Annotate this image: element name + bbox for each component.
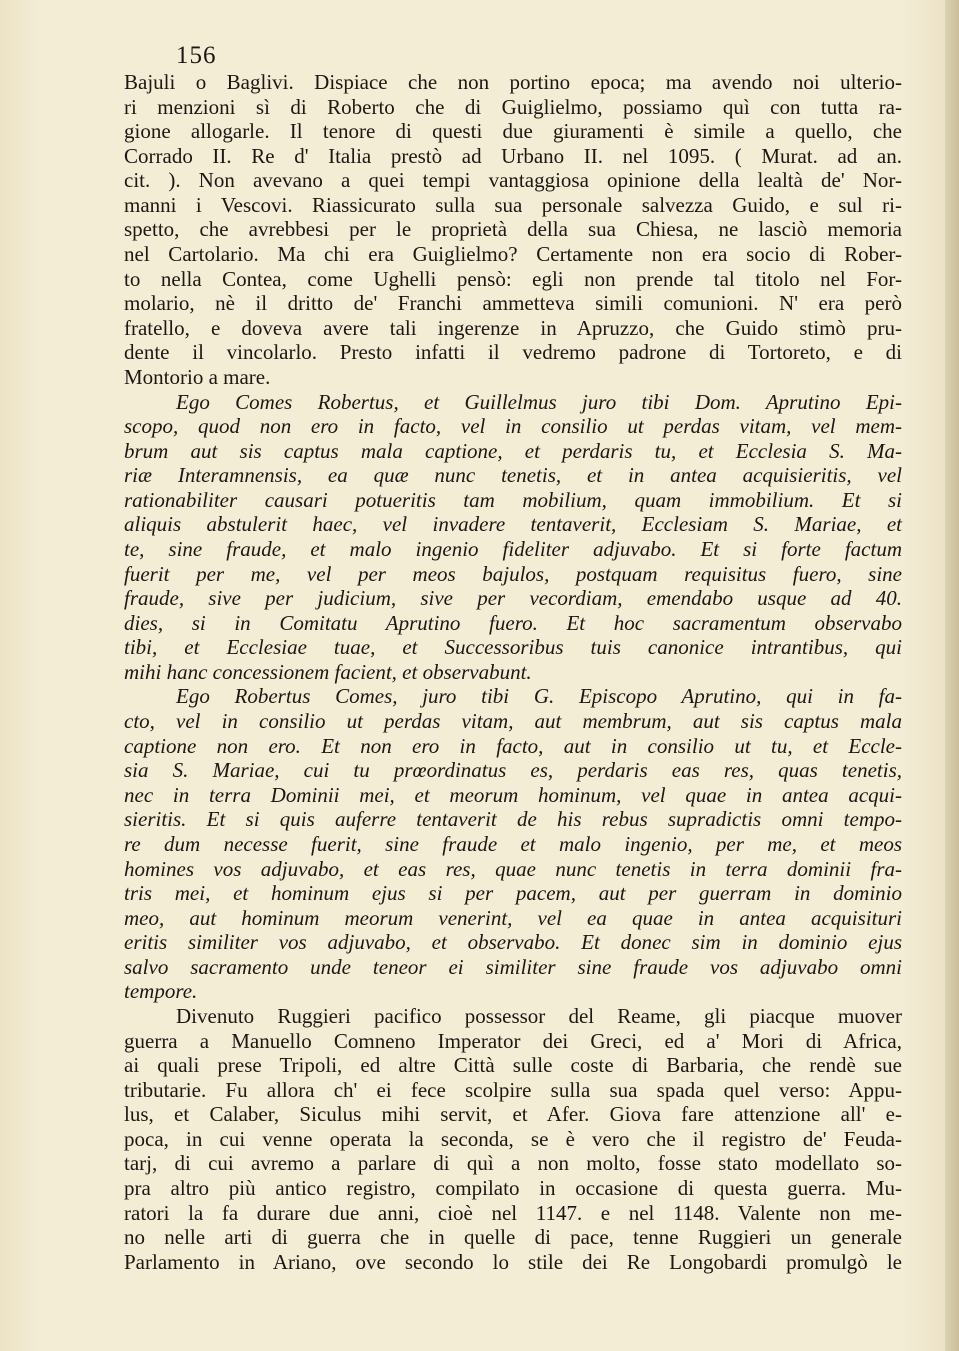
text-line: fraude, sive per judicium, sive per vecordiam, emendabo usque ad 40. (124, 586, 902, 611)
text-line: no nelle arti di guerra che in quelle di pace, tenne Ruggieri un generale (124, 1225, 902, 1250)
text-line: aliquis abstulerit haec, vel invadere tentaverit, Ecclesiam S. Mariae, et (124, 512, 902, 537)
text-line: dies, si in Comitatu Aprutino fuero. Et hoc sacramentum observabo (124, 610, 902, 635)
text-line: guerra a Manuello Comneno Imperator dei Greci, ed a' Mori di Africa, (124, 1028, 902, 1053)
text-line: rationabiliter causari potueritis tam mobilium, quam immobilium. Et si (124, 487, 902, 512)
text-line: sieritis. Et si quis auferre tentaverit de his rebus supradictis omni tempo- (124, 807, 902, 832)
text-line: ri menzioni sì di Roberto che di Guiglielmo, possiamo quì con tutta ra- (124, 94, 902, 119)
text-line: Montorio a mare. (124, 364, 271, 389)
text-line: tarj, di cui avremo a parlare di quì a non molto, fosse stato modellato so- (124, 1151, 902, 1176)
text-line: fratello, e doveva avere tali ingerenze in Apruzzo, che Guido stimò pru- (124, 315, 902, 340)
text-line: Bajuli o Baglivi. Dispiace che non portino epoca; ma avendo noi ulterio- (124, 70, 902, 94)
text-line: ratori la fa durare due anni, cioè nel 1147. e nel 1148. Valente non me- (124, 1200, 902, 1225)
text-line: gione allogarle. Il tenore di questi due giuramenti è simile a quello, che (124, 119, 902, 144)
text-line: Corrado II. Re d' Italia prestò ad Urbano II. nel 1095. ( Murat. ad an. (124, 143, 902, 168)
text-line: Ego Robertus Comes, juro tibi G. Episcopo Aprutino, qui in fa- (176, 684, 902, 709)
text-line: re dum necesse fuerit, sine fraude et malo ingenio, per me, et meos (124, 831, 902, 856)
text-line: spetto, che avrebbesi per le proprietà della sua Chiesa, ne lasciò memoria (124, 217, 902, 242)
text-line: tibi, et Ecclesiae tuae, et Successoribus tuis canonice intrantibus, qui (124, 635, 902, 660)
text-line: nec in terra Dominii mei, et meorum hominum, vel quae in antea acqui- (124, 782, 902, 807)
text-line: lus, et Calaber, Siculus mihi servit, et Afer. Giova fare attenzione all' e- (124, 1102, 902, 1127)
text-line: dente il vincolarlo. Presto infatti il vedremo padrone di Tortoreto, e di (124, 340, 902, 365)
text-line: riæ Interamnensis, ea quæ nunc tenetis, et in antea acquisieritis, vel (124, 463, 902, 488)
text-line: cit. ). Non avevano a quei tempi vantaggiosa opinione della lealtà de' Nor- (124, 168, 902, 193)
text-line: ai quali prese Tripoli, ed altre Città sulle coste di Barbaria, che rendè sue (124, 1053, 902, 1078)
text-line: mihi hanc concessionem facient, et observabunt. (124, 659, 532, 684)
text-line: Parlamento in Ariano, ove secondo lo stile dei Re Longobardi promulgò le (124, 1249, 902, 1274)
text-line: meo, aut hominum meorum venerint, vel ea quae in antea acquisituri (124, 905, 902, 930)
text-line: tris mei, et hominum ejus si per pacem, aut per guerram in dominio (124, 881, 902, 906)
text-line: tributarie. Fu allora ch' ei fece scolpire sulla sua spada quel verso: Appu- (124, 1077, 902, 1102)
text-line: te, sine fraude, et malo ingenio fideliter adjuvabo. Et si forte factum (124, 536, 902, 561)
body-text (124, 70, 902, 1274)
text-line: homines vos adjuvabo, et eas res, quae nunc tenetis in terra dominii fra- (124, 856, 902, 881)
text-line: to nella Contea, come Ughelli pensò: egli non prende tal titolo nel For- (124, 266, 902, 291)
text-line: fuerit per me, vel per meos bajulos, postquam requisitus fuero, sine (124, 561, 902, 586)
text-line: nel Cartolario. Ma chi era Guiglielmo? Certamente non era socio di Rober- (124, 242, 902, 267)
text-line: sia S. Mariae, cui tu prœordinatus es, perdaris eas res, quas tenetis, (124, 758, 902, 783)
text-line: molario, nè il dritto de' Franchi ammetteva simili comunioni. N' era però (124, 291, 902, 316)
text-line: Ego Comes Robertus, et Guillelmus juro tibi Dom. Aprutino Epi- (176, 389, 902, 414)
page-number: 156 (176, 42, 217, 69)
text-line: brum aut sis captus mala captione, et perdaris tu, et Ecclesia S. Ma- (124, 438, 902, 463)
text-line: poca, in cui venne operata la seconda, se è vero che il registro de' Feuda- (124, 1126, 902, 1151)
text-line: eritis similiter vos adjuvabo, et observabo. Et donec sim in dominio ejus (124, 930, 902, 955)
text-line: scopo, quod non ero in facto, vel in consilio ut perdas vitam, vel mem- (124, 414, 902, 439)
page-edge (945, 0, 959, 1351)
text-line: pra altro più antico registro, compilato in occasione di questa guerra. Mu- (124, 1176, 902, 1201)
text-line: cto, vel in consilio ut perdas vitam, aut membrum, aut sis captus mala (124, 709, 902, 734)
text-line: captione non ero. Et non ero in facto, aut in consilio ut tu, et Eccle- (124, 733, 902, 758)
text-line: tempore. (124, 979, 198, 1004)
text-line: manni i Vescovi. Riassicurato sulla sua personale salvezza Guido, e sul ri- (124, 192, 902, 217)
text-line: salvo sacramento unde teneor ei similiter sine fraude vos adjuvabo omni (124, 954, 902, 979)
text-line: Divenuto Ruggieri pacifico possessor del Reame, gli piacque muover (176, 1003, 902, 1028)
